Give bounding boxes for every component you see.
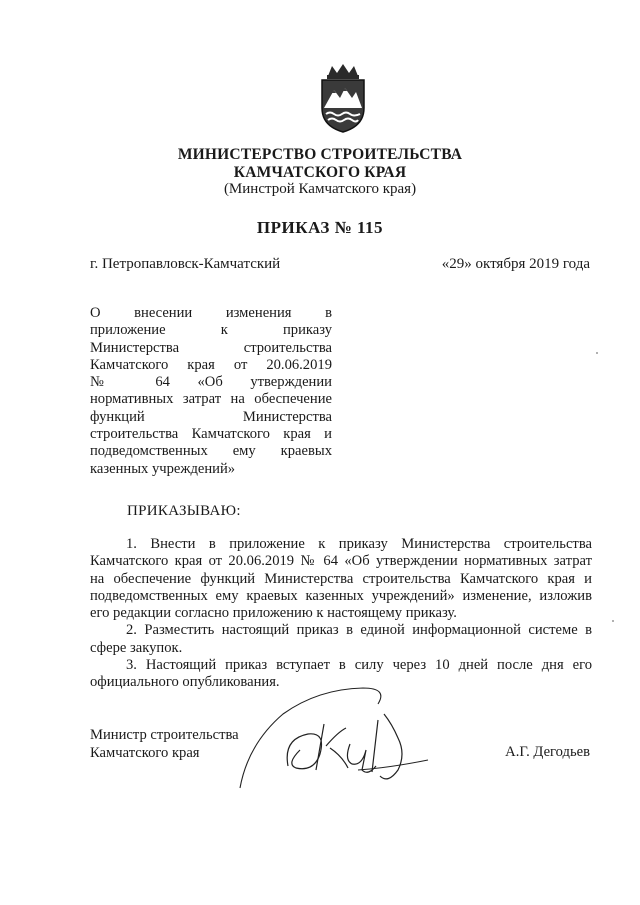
subject-line: нормативных затрат на обеспечение — [90, 391, 332, 408]
coat-of-arms-emblem-icon — [318, 62, 368, 134]
body-line: сфере закупок. — [90, 639, 183, 656]
order-title: ПРИКАЗ № 115 — [256, 218, 384, 237]
ministry-name-line2: КАМЧАТСКОГО КРАЯ — [233, 164, 407, 181]
subject-line: Министерства строительства — [90, 339, 332, 356]
subject-line: подведомственных ему краевых — [90, 443, 332, 460]
ministry-short-name: (Минстрой Камчатского края) — [223, 181, 417, 197]
body-line: 2. Разместить настоящий приказ в единой информационной системе в — [126, 622, 592, 639]
order-date: «29» октября 2019 года — [441, 256, 590, 272]
scan-speck — [596, 352, 598, 354]
body-line: Камчатского края от 20.06.2019 № 64 «Об утверждении нормативных затрат — [90, 553, 592, 570]
signatory-name: А.Г. Дегодьев — [505, 744, 590, 760]
subject-line: функций Министерства — [90, 408, 332, 425]
ministry-name-line1: МИНИСТЕРСТВО СТРОИТЕЛЬСТВА — [177, 146, 463, 163]
signatory-position — [90, 726, 239, 762]
order-place: г. Петропавловск-Камчатский — [90, 256, 281, 272]
order-subject — [90, 305, 332, 478]
handwritten-signature-icon — [238, 684, 438, 796]
scan-speck — [612, 620, 614, 622]
subject-line: Камчатского края от 20.06.2019 — [90, 356, 332, 373]
body-line: 1. Внести в приложение к приказу Министерства строительства — [126, 536, 592, 552]
subject-line: казенных учреждений» — [90, 460, 236, 477]
body-line: 3. Настоящий приказ вступает в силу через 10 дней после дня его — [126, 657, 592, 674]
body-line: официального опубликования. — [90, 674, 280, 691]
signatory-position-line1: Министр строительства — [90, 727, 239, 743]
signatory-position-line2: Камчатского края — [90, 745, 200, 761]
order-body — [90, 536, 592, 692]
subject-line: приложение к приказу — [90, 322, 332, 339]
body-line: его редакции согласно приложению к настоящему приказу. — [90, 605, 457, 622]
subject-line: строительства Камчатского края и — [90, 426, 332, 443]
body-line: на обеспечение функций Министерства строительства Камчатского края и — [90, 570, 592, 587]
order-command: ПРИКАЗЫВАЮ: — [127, 503, 241, 519]
subject-line: О внесении изменения в — [90, 305, 332, 321]
body-line: подведомственных ему краевых казенных учреждений» изменение, изложив — [90, 587, 592, 604]
subject-line: № 64 «Об утверждении — [90, 374, 332, 391]
